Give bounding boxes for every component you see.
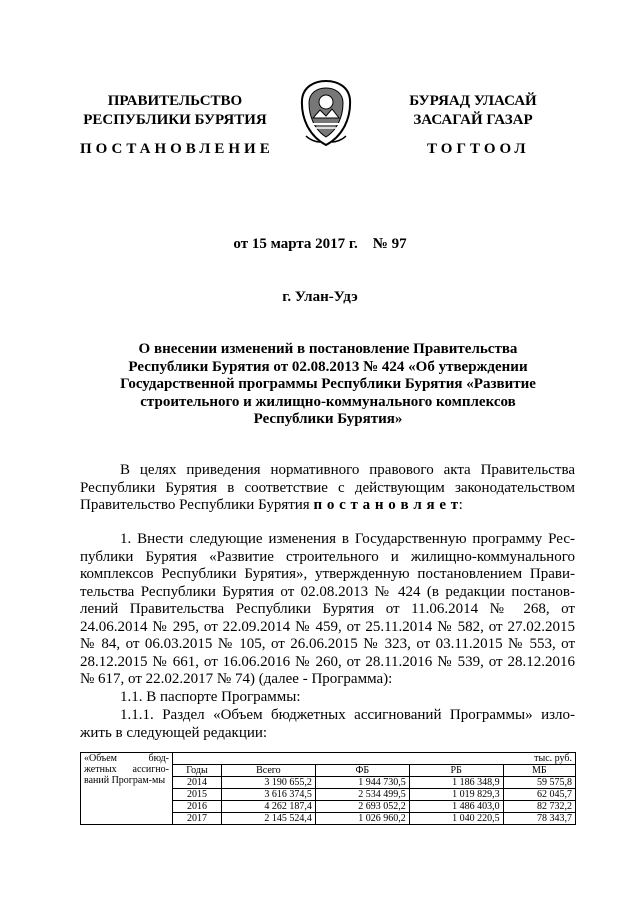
issuer-left-line1: ПРАВИТЕЛЬСТВО (107, 93, 243, 109)
budget-table (80, 752, 576, 825)
rb-cell: 1 040 220,5 (409, 813, 503, 825)
issuer-right-line2: ЗАСАГАЙ ГАЗАР (413, 112, 533, 128)
issuer-left-line2: РЕСПУБЛИКИ БУРЯТИЯ (83, 112, 267, 128)
title-line: Республики Бурятия от 02.08.2013 № 424 «Об утверждении (128, 358, 528, 375)
fb-cell: 1 944 730,5 (315, 777, 409, 789)
doc-type-right: ТОГТООЛ (427, 141, 530, 157)
mb-cell: 62 045,7 (503, 789, 575, 801)
header-cell: МБ (503, 765, 575, 777)
resolves-word: п о с т а н о в л я е т (313, 497, 459, 513)
item-1-line: 28.12.2015 № 661, от 16.06.2016 № 260, от 28.11.2016 № 539, от 28.12.2016 (80, 653, 575, 670)
title-line: Государственной программы Республики Бурятия «Развитие (120, 376, 536, 392)
preamble-line: В целях приведения нормативного правового акта Правительства (120, 462, 575, 478)
item-1-line: комплексов Республики Бурятия», утвержденную постановлением Прави- (80, 566, 575, 582)
preamble-last-text: Правительство Республики Бурятия (80, 497, 310, 513)
item-1-line: публики Бурятия «Развитие строительного и жилищно-коммунального (80, 548, 575, 565)
preamble-paragraph (80, 462, 575, 515)
item-1-1-line: 1.1. В паспорте Программы: (120, 689, 301, 705)
preamble-colon: : (458, 497, 463, 513)
date-number-line: от 15 марта 2017 г. № 97 (233, 236, 407, 252)
issuer-right (378, 92, 568, 130)
preamble-line: Республики Бурятия в соответствие с действующим законодательством (80, 479, 575, 496)
mb-cell: 59 575,8 (503, 777, 575, 789)
fb-cell: 1 026 960,2 (315, 813, 409, 825)
item-1-paragraph (80, 531, 575, 689)
total-cell: 2 145 524,4 (221, 813, 315, 825)
budget-label-cell: «Объем бюд-жетных ассигно-ваний Програм-мы (81, 753, 173, 825)
title-line: О внесении изменений в постановление Правительства (138, 341, 518, 357)
header-cell: Всего (221, 765, 315, 777)
doc-type-left: ПОСТАНОВЛЕНИЕ (80, 141, 274, 157)
rb-cell: 1 486 403,0 (409, 801, 503, 813)
title-line: Республики Бурятия» (253, 411, 403, 427)
mb-cell: 82 732,2 (503, 801, 575, 813)
fb-cell: 2 534 499,5 (315, 789, 409, 801)
rb-cell: 1 186 348,9 (409, 777, 503, 789)
rb-cell: 1 019 829,3 (409, 789, 503, 801)
total-cell: 4 262 187,4 (221, 801, 315, 813)
city-line: г. Улан-Удэ (282, 289, 358, 305)
item-1-1-1-paragraph (80, 707, 575, 742)
item-1-line: 24.06.2014 № 295, от 22.09.2014 № 459, от 25.11.2014 № 582, от 27.02.2015 (80, 618, 575, 635)
fb-cell: 2 693 052,2 (315, 801, 409, 813)
header-cell: ФБ (315, 765, 409, 777)
item-1-1-1-line: жить в следующей редакции: (80, 724, 268, 741)
title-line: строительного и жилищно-коммунального комплексов (140, 393, 516, 410)
year-cell: 2017 (173, 813, 222, 825)
preamble-line-last (80, 497, 575, 515)
item-1-line: № 617, от 22.02.2017 № 74) (далее - Программа): (80, 671, 393, 687)
item-1-line: 1. Внести следующие изменения в Государственную программу Рес- (120, 531, 575, 547)
table-row (81, 753, 576, 765)
header-cell: Годы (173, 765, 222, 777)
item-1-line: № 84, от 06.03.2015 № 105, от 26.06.2015 № 323, от 03.11.2015 № 553, от (80, 636, 575, 652)
document-title (80, 341, 576, 429)
year-cell: 2015 (173, 789, 222, 801)
mb-cell: 78 343,7 (503, 813, 575, 825)
total-cell: 3 616 374,5 (221, 789, 315, 801)
issuer-left (80, 92, 270, 130)
item-1-line: лений Правительства Республики Бурятия от 11.06.2014 № 268, от (80, 601, 575, 617)
item-1-line: тельства Республики Бурятия от 02.08.2013 № 424 (в редакции постанов- (80, 583, 575, 600)
coat-of-arms-emblem (298, 78, 354, 148)
total-cell: 3 190 655,2 (221, 777, 315, 789)
item-1-1-1-line: 1.1.1. Раздел «Объем бюджетных ассигнований Программы» изло- (120, 707, 575, 723)
year-cell: 2014 (173, 777, 222, 789)
year-cell: 2016 (173, 801, 222, 813)
item-1-1-paragraph (80, 689, 575, 707)
issuer-right-line1: БУРЯАД УЛАСАЙ (409, 93, 537, 109)
header-cell: РБ (409, 765, 503, 777)
unit-cell: тыс. руб. (173, 753, 576, 765)
